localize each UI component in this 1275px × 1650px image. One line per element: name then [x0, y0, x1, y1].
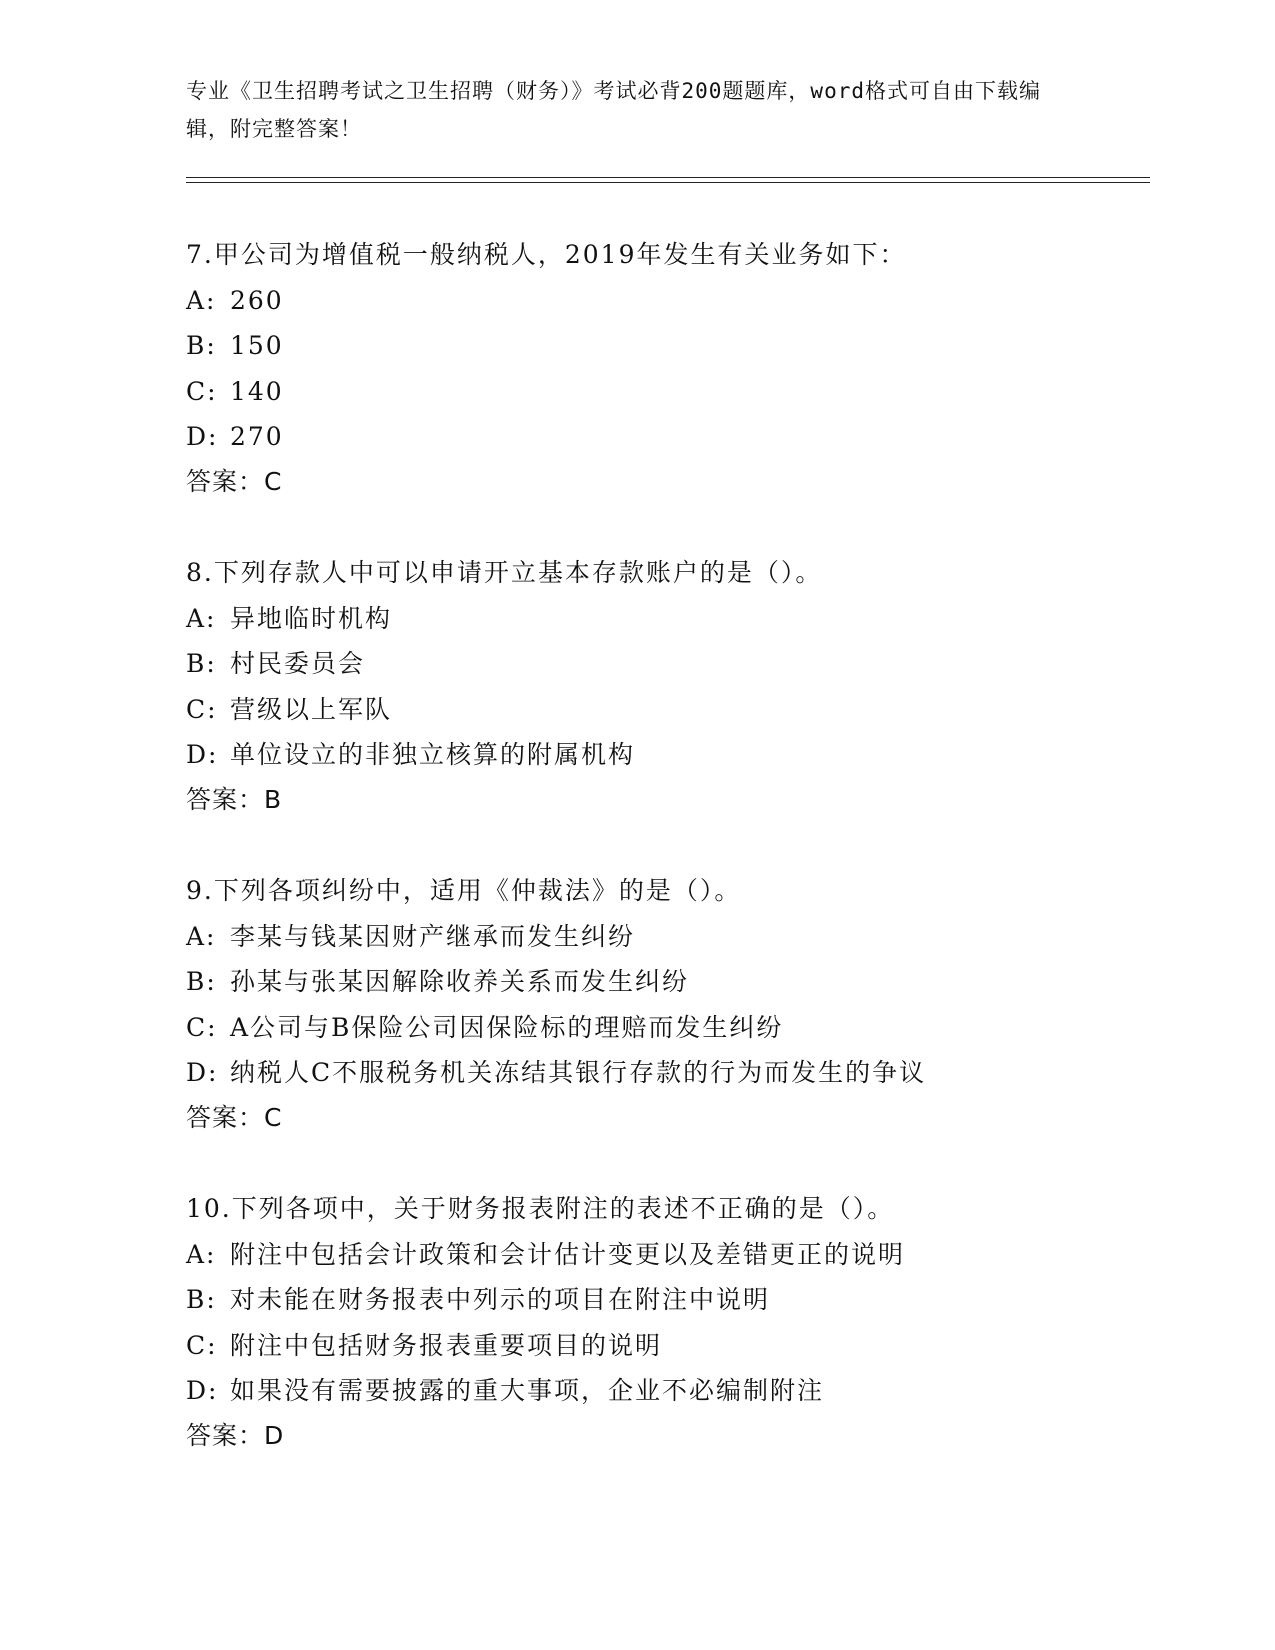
question-block [186, 550, 1146, 822]
option-letter: B: [186, 649, 217, 678]
option-a [186, 1232, 1146, 1278]
option-c [186, 1323, 1146, 1369]
option-text: 270 [230, 422, 284, 451]
question-stem: 7.甲公司为增值税一般纳税人，2019年发生有关业务如下： [186, 240, 907, 269]
option-c [186, 687, 1146, 733]
option-c [186, 1005, 1146, 1051]
option-letter: A: [186, 921, 217, 951]
option-letter: B: [186, 331, 217, 360]
option-b [186, 959, 1146, 1005]
option-letter: C: [186, 1012, 218, 1042]
option-b [186, 1277, 1146, 1323]
option-text: 异地临时机构 [230, 603, 393, 633]
option-text: A公司与B保险公司因保险标的理赔而发生纠纷 [230, 1012, 784, 1042]
option-text: 140 [230, 376, 284, 406]
option-d [186, 414, 1146, 460]
option-letter: A: [186, 1239, 217, 1269]
answer-line: 答案：D [186, 1420, 285, 1450]
option-a [186, 914, 1146, 960]
question-block [186, 868, 1146, 1140]
answer-line: 答案：C [186, 1102, 283, 1132]
option-letter: C: [186, 694, 218, 724]
option-text: 孙某与张某因解除收养关系而发生纠纷 [230, 967, 690, 996]
option-text: 村民委员会 [230, 649, 366, 678]
option-b [186, 641, 1146, 687]
option-text: 附注中包括财务报表重要项目的说明 [230, 1330, 663, 1360]
option-d [186, 1050, 1146, 1096]
option-text: 150 [230, 331, 284, 360]
option-text: 对未能在财务报表中列示的项目在附注中说明 [230, 1285, 771, 1314]
option-letter: A: [186, 285, 217, 315]
option-d [186, 1368, 1146, 1414]
option-letter: D: [186, 740, 219, 769]
option-a [186, 596, 1146, 642]
option-c [186, 369, 1146, 415]
option-letter: B: [186, 1285, 217, 1314]
option-letter: A: [186, 603, 217, 633]
option-text: 营级以上军队 [230, 694, 393, 724]
option-letter: B: [186, 967, 217, 996]
option-text: 附注中包括会计政策和会计估计变更以及差错更正的说明 [230, 1239, 906, 1269]
option-letter: C: [186, 376, 218, 406]
question-stem: 9.下列各项纠纷中，适用《仲裁法》的是（）。 [186, 876, 742, 905]
option-letter: D: [186, 1376, 219, 1405]
answer-line: 答案：B [186, 784, 283, 814]
option-d [186, 732, 1146, 778]
option-letter: C: [186, 1330, 218, 1360]
question-block [186, 1186, 1146, 1458]
option-letter: D: [186, 1058, 219, 1087]
question-stem: 10.下列各项中，关于财务报表附注的表述不正确的是（）。 [186, 1194, 895, 1223]
option-text: 纳税人C不服税务机关冻结其银行存款的行为而发生的争议 [230, 1058, 927, 1087]
question-block [186, 232, 1146, 504]
option-a [186, 278, 1146, 324]
option-text: 单位设立的非独立核算的附属机构 [230, 740, 636, 769]
question-stem: 8.下列存款人中可以申请开立基本存款账户的是（）。 [186, 558, 823, 587]
header-divider-top [186, 177, 1150, 178]
option-text: 李某与钱某因财产继承而发生纠纷 [230, 921, 636, 951]
option-text: 260 [230, 285, 284, 315]
option-letter: D: [186, 422, 219, 451]
header-divider-bottom [186, 182, 1150, 183]
option-b [186, 323, 1146, 369]
option-text: 如果没有需要披露的重大事项，企业不必编制附注 [230, 1376, 825, 1405]
document-intro: 专业《卫生招聘考试之卫生招聘（财务）》考试必背200题题库，word格式可自由下载编辑，附完整答案！ [186, 79, 1041, 141]
answer-line: 答案：C [186, 466, 283, 496]
